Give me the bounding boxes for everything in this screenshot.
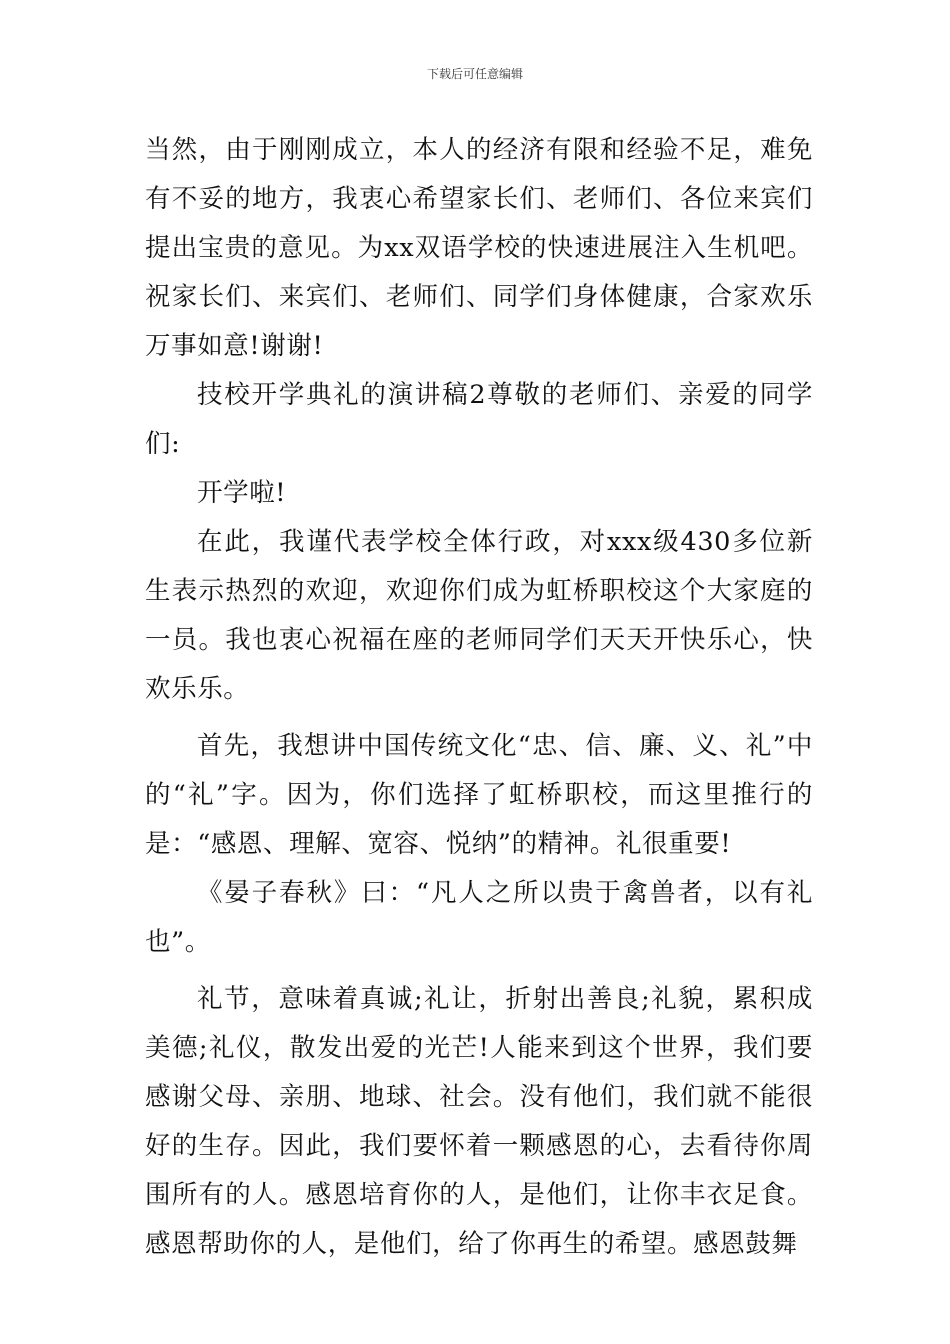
paragraph-speech-title: 技校开学典礼的演讲稿2尊敬的老师们、亲爱的同学们: (145, 380, 813, 459)
document-body (145, 126, 813, 1269)
paragraph-etiquette: 礼节，意味着真诚;礼让，折射出善良;礼貌，累积成美德;礼仪，散发出爱的光芒!人能来到这个世界，我们要感谢父母、亲朋、地球、社会。没有他们，我们就不能很好的生存。因此，我们要怀着一颗感恩的心，去看待你周围所有的人。感恩培育你的人，是他们，让你丰衣足食。感恩帮助你的人，是他们，给了你再生的希望。感恩鼓舞 (145, 984, 813, 1259)
paragraph-school-start: 开学啦! (197, 478, 287, 508)
paragraph-welcome: 在此，我谨代表学校全体行政，对xxx级430多位新生表示热烈的欢迎，欢迎你们成为虹桥职校这个大家庭的一员。我也衷心祝福在座的老师同学们天天开快乐心，快欢乐乐。 (145, 527, 813, 704)
page-header: 下载后可任意编辑 (426, 67, 523, 81)
paragraph-quote: 《晏子春秋》曰：“凡人之所以贵于禽兽者，以有礼也”。 (145, 878, 813, 957)
paragraph-tradition: 首先，我想讲中国传统文化“忠、信、廉、义、礼”中的“礼”字。因为，你们选择了虹桥职校，而这里推行的是：“感恩、理解、宽容、悦纳”的精神。礼很重要! (145, 731, 813, 859)
paragraph-closing-remarks: 当然，由于刚刚成立，本人的经济有限和经验不足，难免有不妥的地方，我衷心希望家长们、老师们、各位来宾们提出宝贵的意见。为xx双语学校的快速进展注入生机吧。祝家长们、来宾们、老师们、同学们身体健康，合家欢乐万事如意!谢谢! (145, 135, 813, 361)
